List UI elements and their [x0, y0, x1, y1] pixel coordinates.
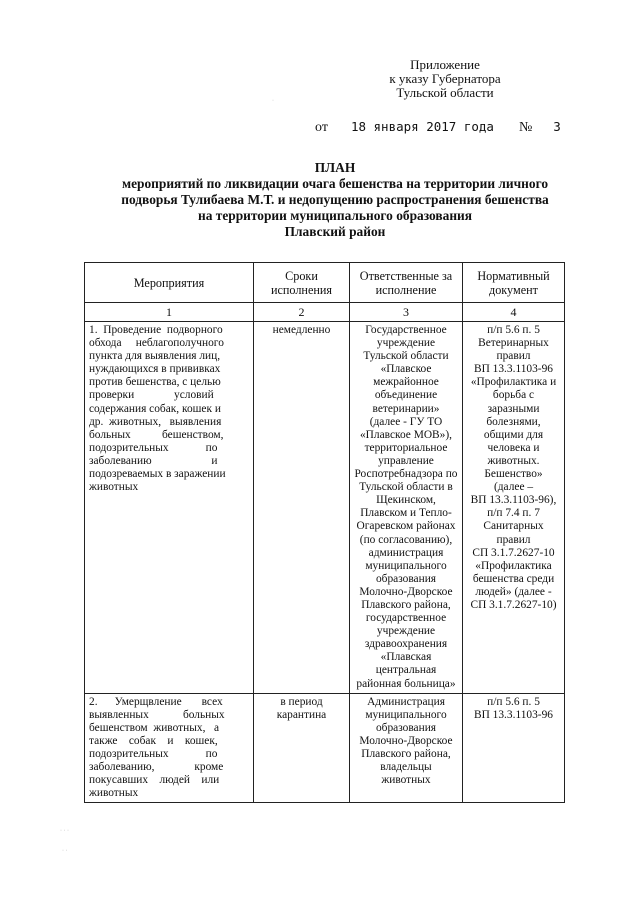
- cell-line: борьба с: [492, 389, 535, 402]
- cell-line: ВП 13.3.1103-96: [474, 363, 553, 376]
- cell-line: объединение: [374, 389, 438, 402]
- table-row: [85, 322, 565, 694]
- cell-line: Молочно-Дворское: [359, 734, 453, 747]
- decree-date-line: [315, 119, 561, 136]
- cell-line: образования: [375, 572, 437, 585]
- title-line: мероприятий по ликвидации очага бешенства на территории личного: [121, 176, 549, 191]
- decree-from-label: от: [315, 120, 328, 135]
- responsible-cell: [350, 693, 463, 803]
- cell-line: «Профилактика и: [470, 376, 557, 389]
- column-header-line: Ответственные за: [359, 268, 453, 283]
- column-header: [254, 263, 350, 303]
- measure-cell: [85, 322, 254, 694]
- cell-line: муниципального: [365, 559, 447, 572]
- cell-line: учреждение: [376, 625, 436, 638]
- cell-line: больных бешенством,: [89, 428, 224, 441]
- cell-line: Бешенство»: [484, 468, 543, 481]
- column-number: 1: [85, 303, 254, 322]
- cell-line: нуждающихся в прививках: [89, 363, 221, 376]
- cell-line: (далее - ГУ ТО: [369, 415, 443, 428]
- cell-line: центральная: [375, 664, 437, 677]
- title-line: Плавский район: [284, 224, 386, 239]
- cell-line: также собак и кошек,: [89, 734, 218, 747]
- cell-line: бешенства среди: [472, 572, 555, 585]
- cell-line: Санитарных: [483, 520, 544, 533]
- cell-line: пункта для выявления лиц,: [89, 350, 221, 363]
- title-line: ПЛАН: [314, 160, 356, 175]
- cell-line: «Плавская: [380, 651, 432, 664]
- cell-line: против бешенства, с целью: [89, 376, 221, 389]
- column-header-line: Нормативный: [477, 268, 550, 283]
- cell-line: Тульской области: [363, 350, 449, 363]
- cell-line: Плавского района,: [361, 598, 451, 611]
- cell-line: 1. Проведение подворного: [89, 324, 223, 336]
- title-line: на территории муниципального образования: [197, 208, 472, 223]
- cell-line: государственное: [365, 612, 447, 625]
- column-header: [350, 263, 463, 303]
- scan-speck: ·: [272, 98, 274, 104]
- cell-line: людей» (далее -: [475, 585, 552, 598]
- cell-line: содержания собак, кошек и: [89, 402, 221, 415]
- cell-line: животных: [89, 481, 139, 494]
- cell-line: ВП 13.3.1103-96),: [470, 494, 557, 507]
- cell-line: (по согласованию),: [359, 533, 453, 546]
- cell-line: др. животных, выявления: [89, 415, 222, 428]
- measure-cell: [85, 693, 254, 803]
- column-header-line: исполнение: [375, 282, 437, 297]
- plan-table: [84, 262, 565, 803]
- column-header-line: Сроки: [285, 268, 318, 283]
- cell-line: Тульской области в: [359, 481, 453, 494]
- decree-number-label: №: [518, 120, 533, 135]
- cell-line: заболеванию, кроме: [89, 761, 224, 774]
- cell-line: 2. Умерщвление всех: [89, 695, 223, 708]
- cell-line: управление: [378, 454, 434, 467]
- column-header-line: исполнения: [270, 282, 333, 297]
- cell-line: (далее –: [493, 481, 534, 494]
- cell-line: администрация: [368, 546, 444, 559]
- cell-line: территориальное: [364, 441, 448, 454]
- cell-line: СП 3.1.7.2627-10): [470, 598, 557, 611]
- cell-line: ветеринарии»: [372, 402, 440, 415]
- cell-line: общими для: [483, 428, 544, 441]
- column-header-line: Мероприятия: [133, 275, 205, 290]
- cell-line: подозрительных по: [89, 748, 218, 760]
- cell-line: правил: [496, 533, 531, 546]
- cell-line: Молочно-Дворское: [359, 585, 453, 598]
- appendix-line: Приложение: [410, 57, 480, 72]
- title-line: подворья Тулибаева М.Т. и недопущению распространения бешенства: [121, 192, 549, 207]
- table-body: [85, 303, 565, 803]
- cell-line: болезнями,: [486, 415, 541, 428]
- cell-line: межрайонное: [373, 376, 439, 389]
- cell-line: Огаревском районах: [356, 520, 456, 533]
- cell-line: карантина: [276, 708, 327, 721]
- cell-line: Администрация: [367, 695, 445, 708]
- cell-line: ВП 13.3.1103-96: [474, 708, 553, 721]
- cell-line: районная больница»: [356, 677, 456, 690]
- cell-line: заразными: [487, 402, 540, 415]
- decree-date: 18 января 2017 года: [350, 119, 494, 134]
- cell-line: заболеванию и: [89, 454, 218, 467]
- decree-number: 3: [553, 119, 561, 134]
- cell-line: животных: [89, 787, 139, 800]
- cell-line: муниципального: [365, 708, 447, 721]
- cell-line: в период: [280, 695, 323, 708]
- column-number-row: [85, 303, 565, 322]
- term-cell: [254, 693, 350, 803]
- responsible-cell: [350, 322, 463, 694]
- column-number: 4: [463, 303, 565, 322]
- scan-speck: · ·: [62, 848, 68, 854]
- cell-line: животных: [381, 774, 431, 787]
- cell-line: человека и: [487, 441, 540, 454]
- cell-line: «Плавское МОВ»),: [359, 428, 452, 441]
- cell-line: правил: [496, 350, 531, 363]
- cell-line: Государственное: [365, 324, 447, 336]
- cell-line: учреждение: [376, 337, 436, 350]
- cell-line: покусавших людей или: [89, 774, 220, 787]
- document-title: [60, 160, 610, 240]
- cell-line: обхода неблагополучного: [89, 337, 224, 350]
- cell-line: «Профилактика: [475, 559, 552, 572]
- cell-line: «Плавское: [380, 363, 432, 376]
- column-number: 2: [254, 303, 350, 322]
- cell-line: Роспотребнадзора по: [354, 468, 458, 481]
- cell-line: бешенством животных, а: [89, 721, 220, 734]
- column-header: [463, 263, 565, 303]
- cell-line: проверки условий: [89, 389, 214, 402]
- table-row: [85, 693, 565, 803]
- cell-line: п/п 7.4 п. 7: [487, 507, 540, 520]
- cell-line: п/п 5.6 п. 5: [487, 695, 540, 708]
- column-header-line: документ: [489, 282, 538, 297]
- cell-line: п/п 5.6 п. 5: [487, 324, 540, 336]
- cell-line: подозреваемых в заражении: [89, 468, 226, 481]
- table-header-row: [85, 263, 565, 303]
- appendix-block: [370, 58, 520, 100]
- cell-line: Ветеринарных: [478, 337, 549, 350]
- cell-line: Щекинском,: [376, 494, 436, 507]
- cell-line: образования: [375, 721, 437, 734]
- cell-line: СП 3.1.7.2627-10: [472, 546, 555, 559]
- column-header: [85, 263, 254, 303]
- cell-line: владельцы: [380, 761, 432, 774]
- cell-line: выявленных больных: [89, 708, 225, 721]
- cell-line: немедленно: [272, 324, 331, 336]
- document-cell: [463, 693, 565, 803]
- scan-speck: · · ·: [60, 828, 69, 834]
- appendix-line: Тульской области: [396, 85, 494, 100]
- appendix-line: к указу Губернатора: [389, 71, 501, 86]
- cell-line: Плавском и Тепло-: [360, 507, 452, 520]
- document-cell: [463, 322, 565, 694]
- cell-line: подозрительных по: [89, 441, 218, 454]
- column-number: 3: [350, 303, 463, 322]
- cell-line: Плавского района,: [361, 748, 451, 760]
- term-cell: [254, 322, 350, 694]
- cell-line: здравоохранения: [364, 638, 448, 651]
- cell-line: животных.: [487, 454, 540, 467]
